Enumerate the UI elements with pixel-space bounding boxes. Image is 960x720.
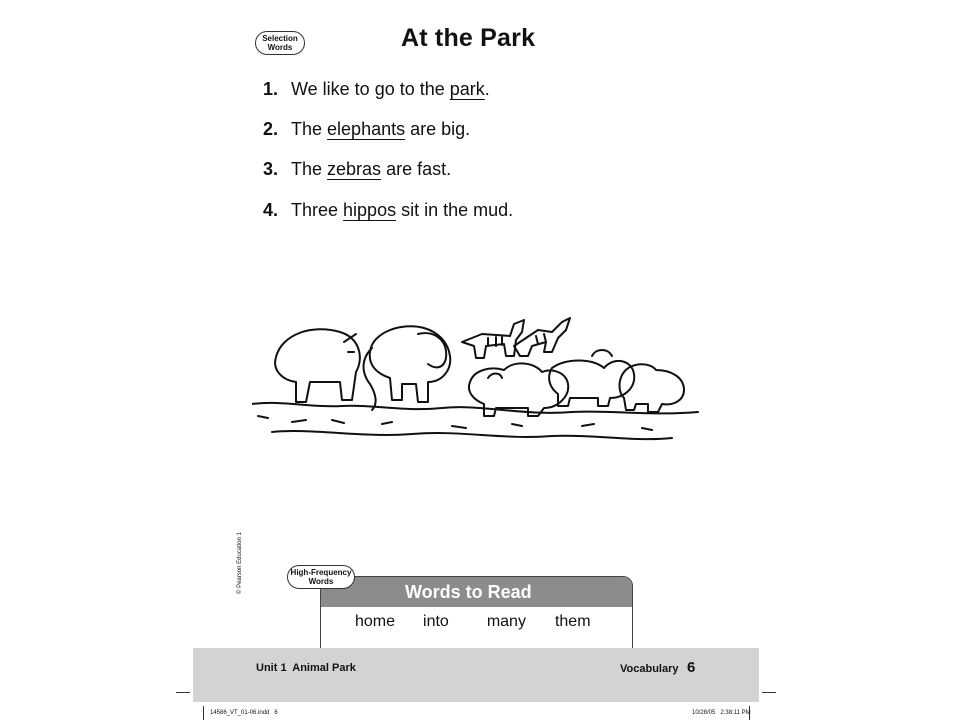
sentence-number: 4. xyxy=(263,200,279,220)
high-frequency-words-badge xyxy=(287,565,355,589)
crop-mark xyxy=(176,692,190,693)
word-into: into xyxy=(423,613,449,630)
sentence-text-after: sit in the mud. xyxy=(396,200,514,220)
words-to-read-list xyxy=(321,607,632,631)
print-slug-file: 14586_VT_01-06.indd 6 xyxy=(210,710,278,716)
footer-page-label xyxy=(620,659,695,677)
sentence-number: 1. xyxy=(263,79,279,99)
vocab-word: park xyxy=(449,79,485,99)
footer-page-number: 6 xyxy=(686,659,696,676)
sentence-1 xyxy=(263,79,490,100)
word-many: many xyxy=(486,613,526,630)
animals-at-water-illustration xyxy=(252,312,702,452)
vocab-word: elephants xyxy=(327,119,406,139)
sentence-3 xyxy=(263,159,451,180)
sentence-text-after: are fast. xyxy=(381,159,452,179)
words-to-read-box xyxy=(320,576,633,650)
sentence-text-after: are big. xyxy=(405,119,471,139)
sentence-number: 3. xyxy=(263,159,279,179)
page-title: At the Park xyxy=(401,24,536,52)
vocab-word: zebras xyxy=(327,159,382,179)
copyright-notice: © Pearson Education 1 xyxy=(237,532,243,594)
print-slug-date: 10/28/05 2:38:11 PM xyxy=(692,710,751,716)
badge-line-2: Words xyxy=(267,43,293,52)
sentence-text-before: We like to go to the xyxy=(291,79,450,99)
words-to-read-heading: Words to Read xyxy=(321,577,632,607)
footer-section-label: Vocabulary xyxy=(620,663,679,675)
word-them: them xyxy=(554,613,591,630)
crop-mark xyxy=(762,692,776,693)
vocab-word: hippos xyxy=(343,200,397,220)
crop-mark xyxy=(203,706,204,720)
selection-words-badge xyxy=(255,31,305,55)
badge-line-1: High-Frequency xyxy=(290,568,352,577)
badge-line-2: Words xyxy=(308,577,334,586)
sentence-2 xyxy=(263,119,470,140)
sentence-4 xyxy=(263,200,513,221)
sentence-text-before: Three xyxy=(291,200,344,220)
sentence-text-after: . xyxy=(484,79,490,99)
sentence-text-before: The xyxy=(291,159,328,179)
sentence-text-before: The xyxy=(291,119,328,139)
badge-line-1: Selection xyxy=(262,34,298,43)
footer-unit-title: Unit 1 Animal Park xyxy=(256,662,356,674)
word-home: home xyxy=(355,613,396,630)
sentence-number: 2. xyxy=(263,119,279,139)
